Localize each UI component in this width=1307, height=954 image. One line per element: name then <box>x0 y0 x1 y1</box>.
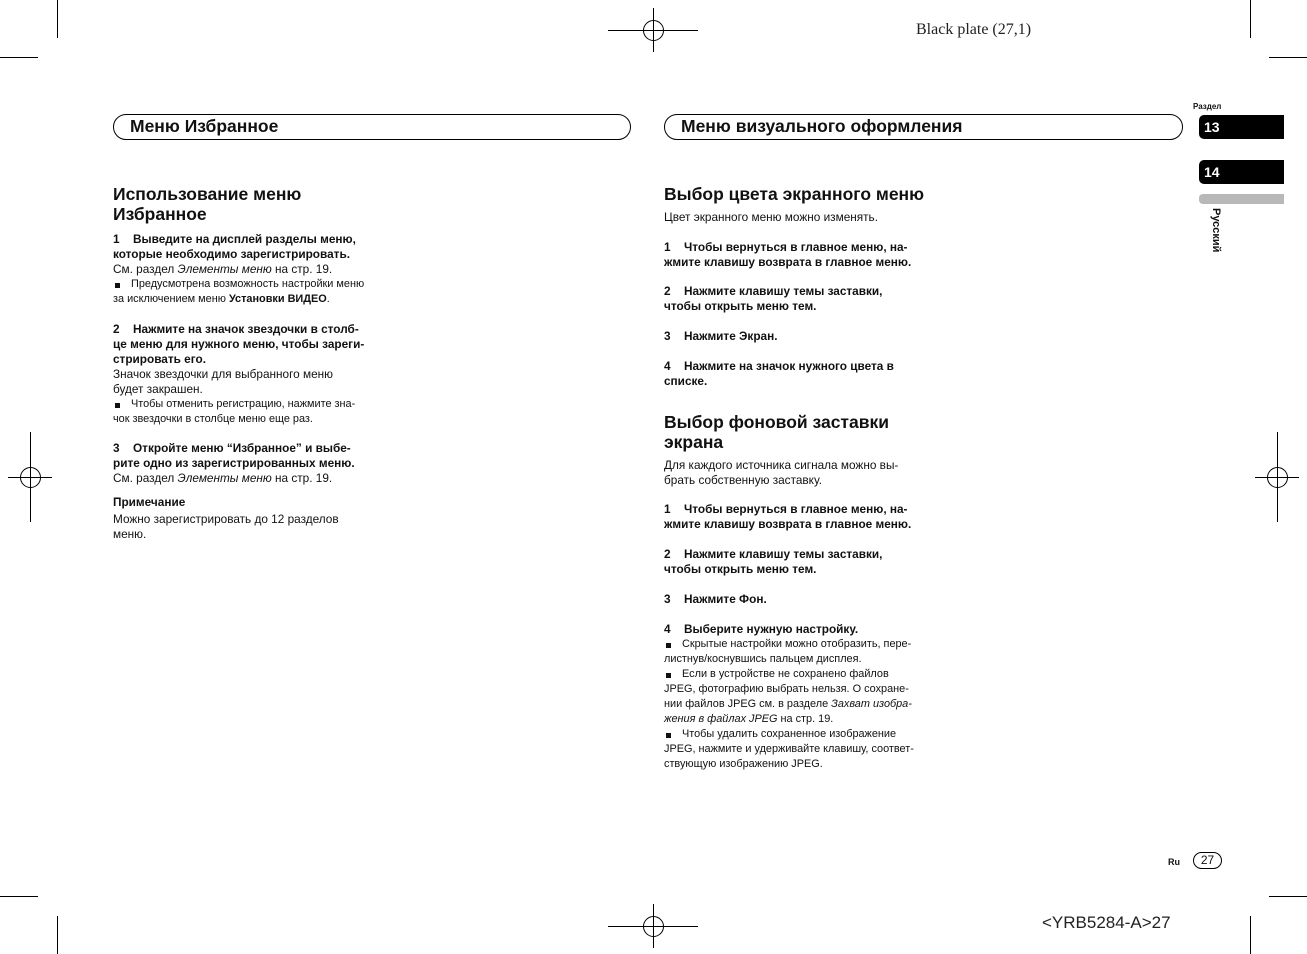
step-text: жмите клавишу возврата в главное меню. <box>664 255 912 269</box>
step-1 <box>664 240 911 270</box>
step-number: 2 <box>664 547 671 561</box>
step-text: чтобы открыть меню тем. <box>664 562 817 576</box>
heading-line: Выбор фоновой заставки <box>664 412 890 432</box>
step-text: стрировать его. <box>113 352 206 366</box>
step-instruction <box>664 240 911 255</box>
step-text: Нажмите на значок звездочки в столб- <box>133 322 359 336</box>
reference-title: Элементы меню <box>177 262 272 276</box>
step-text: Чтобы вернуться в главное меню, на- <box>684 240 908 254</box>
step-text: списке. <box>664 374 708 388</box>
remark-line: меню. <box>113 527 147 541</box>
step-number: 2 <box>113 322 120 336</box>
step-number: 3 <box>113 441 120 455</box>
reference-suffix: на стр. 19. <box>271 262 333 276</box>
reference-title: Захват изобра- <box>831 698 912 710</box>
step-body: будет закрашен. <box>113 382 203 396</box>
reference-prefix: нии файлов JPEG см. в разделе <box>664 698 832 710</box>
step-number: 4 <box>664 359 671 373</box>
note-bullet: Если в устройстве не сохранено файлов <box>664 667 914 682</box>
cross-reference <box>664 712 914 727</box>
step-number: 3 <box>664 329 671 343</box>
note-bullet: Скрытые настройки можно отобразить, пере- <box>664 637 914 652</box>
chapter-tab-number: 14 <box>1204 164 1220 180</box>
step-text: рите одно из зарегистрированных меню. <box>113 456 355 470</box>
section-heading <box>113 184 301 224</box>
step-instruction <box>664 359 894 374</box>
section-header-title: Меню Избранное <box>130 116 279 136</box>
reference-suffix: на стр. 19. <box>777 713 834 725</box>
note-text: JPEG, фотографию выбрать нельзя. О сохране- <box>664 683 909 695</box>
step-instruction <box>664 502 911 517</box>
note-bullet: Чтобы отменить регистрацию, нажмите зна- <box>113 397 364 412</box>
note-text: листнув/коснувшись пальцем дисплея. <box>664 653 862 665</box>
step-number: 2 <box>664 284 671 298</box>
language-label: Русский <box>1210 208 1222 253</box>
language-code: Ru <box>1168 857 1180 867</box>
intro-line: Цвет экранного меню можно изменять. <box>664 210 878 224</box>
note-text-part: за исключением меню <box>113 293 229 305</box>
note-text <box>113 292 364 307</box>
step-number: 4 <box>664 622 671 636</box>
step-3 <box>664 592 767 607</box>
step-number: 3 <box>664 592 671 606</box>
section-heading <box>664 412 889 452</box>
step-2 <box>113 322 364 427</box>
registration-circle <box>644 21 664 41</box>
reference-prefix: См. раздел <box>113 471 178 485</box>
step-number: 1 <box>664 502 671 516</box>
registration-mark-top <box>608 8 698 52</box>
note-text-part: . <box>326 293 330 305</box>
step-text: Чтобы вернуться в главное меню, на- <box>684 502 908 516</box>
step-text: це меню для нужного меню, чтобы зареги- <box>113 337 365 351</box>
step-instruction <box>664 547 882 562</box>
chapter-tab-number: 13 <box>1204 119 1220 135</box>
step-text: которые необходимо зарегистрировать. <box>113 247 350 261</box>
intro-line: Для каждого источника сигнала можно вы- <box>664 458 899 472</box>
step-instruction <box>664 622 914 637</box>
registration-mark-right <box>1255 432 1299 522</box>
intro-line: брать собственную заставку. <box>664 473 822 487</box>
step-instruction <box>113 232 364 247</box>
step-text: Нажмите Экран. <box>684 329 778 343</box>
language-bar <box>1199 194 1284 204</box>
note-text: ствующую изображению JPEG. <box>664 758 823 770</box>
plate-label: Black plate (27,1) <box>916 21 1032 38</box>
reference-title: Элементы меню <box>177 471 272 485</box>
step-instruction <box>113 441 355 456</box>
step-2 <box>664 547 882 577</box>
section-intro <box>664 458 898 488</box>
registration-mark-bottom <box>608 904 698 948</box>
remark-title: Примечание <box>113 495 186 509</box>
step-number: 1 <box>113 232 120 246</box>
reference-prefix: См. раздел <box>113 262 178 276</box>
step-2 <box>664 284 882 314</box>
cross-reference <box>113 262 364 277</box>
step-4 <box>664 622 914 772</box>
job-code: <YRB5284-A>27 <box>1042 913 1171 932</box>
step-text: Нажмите на значок нужного цвета в <box>684 359 894 373</box>
step-text: Нажмите Фон. <box>684 592 767 606</box>
note-text: чок звездочки в столбце меню еще раз. <box>113 413 313 425</box>
step-text: Нажмите клавишу темы заставки, <box>684 284 883 298</box>
heading-line: Избранное <box>113 204 207 224</box>
registration-mark-left <box>8 432 52 522</box>
step-text: чтобы открыть меню тем. <box>664 299 817 313</box>
heading-line: экрана <box>664 432 724 452</box>
cross-reference <box>664 697 914 712</box>
registration-circle <box>21 468 41 488</box>
note-bullet: Предусмотрена возможность настройки меню <box>113 277 364 292</box>
registration-circle <box>1268 468 1288 488</box>
step-text: Нажмите клавишу темы заставки, <box>684 547 883 561</box>
section-header-visual-menu <box>664 114 1183 140</box>
step-1 <box>113 232 364 307</box>
step-1 <box>664 502 911 532</box>
note-text: JPEG, нажмите и удерживайте клавишу, соответ- <box>664 743 914 755</box>
step-3 <box>113 441 355 486</box>
chapter-tab-14 <box>1199 160 1284 184</box>
section-label: Раздел <box>1193 102 1222 111</box>
step-3 <box>664 329 778 344</box>
section-intro <box>664 210 878 225</box>
section-header-title: Меню визуального оформления <box>681 116 963 136</box>
page-number: 27 <box>1193 852 1222 869</box>
step-4 <box>664 359 894 389</box>
step-instruction <box>664 329 778 344</box>
note-bullet: Чтобы удалить сохраненное изображение <box>664 727 914 742</box>
reference-suffix: на стр. 19. <box>271 471 333 485</box>
section-header-favorites-menu <box>113 114 631 140</box>
section-heading <box>664 184 924 204</box>
registration-circle <box>644 917 664 937</box>
step-text: Выберите нужную настройку. <box>684 622 859 636</box>
menu-name: Установки ВИДЕО <box>228 293 327 305</box>
chapter-tab-13 <box>1199 115 1284 139</box>
step-body: Значок звездочки для выбранного меню <box>113 367 334 381</box>
remark-body <box>113 512 339 542</box>
heading-line: Выбор цвета экранного меню <box>664 184 925 204</box>
step-instruction <box>664 284 882 299</box>
step-instruction <box>113 322 364 337</box>
reference-title: жения в файлах JPEG <box>664 713 778 725</box>
step-text: Выведите на дисплей разделы меню, <box>133 232 356 246</box>
remark-line: Можно зарегистрировать до 12 разделов <box>113 512 339 526</box>
step-number: 1 <box>664 240 671 254</box>
step-text: Откройте меню “Избранное” и выбе- <box>133 441 351 455</box>
step-instruction <box>664 592 767 607</box>
heading-line: Использование меню <box>113 184 302 204</box>
step-text: жмите клавишу возврата в главное меню. <box>664 517 912 531</box>
cross-reference <box>113 471 355 486</box>
